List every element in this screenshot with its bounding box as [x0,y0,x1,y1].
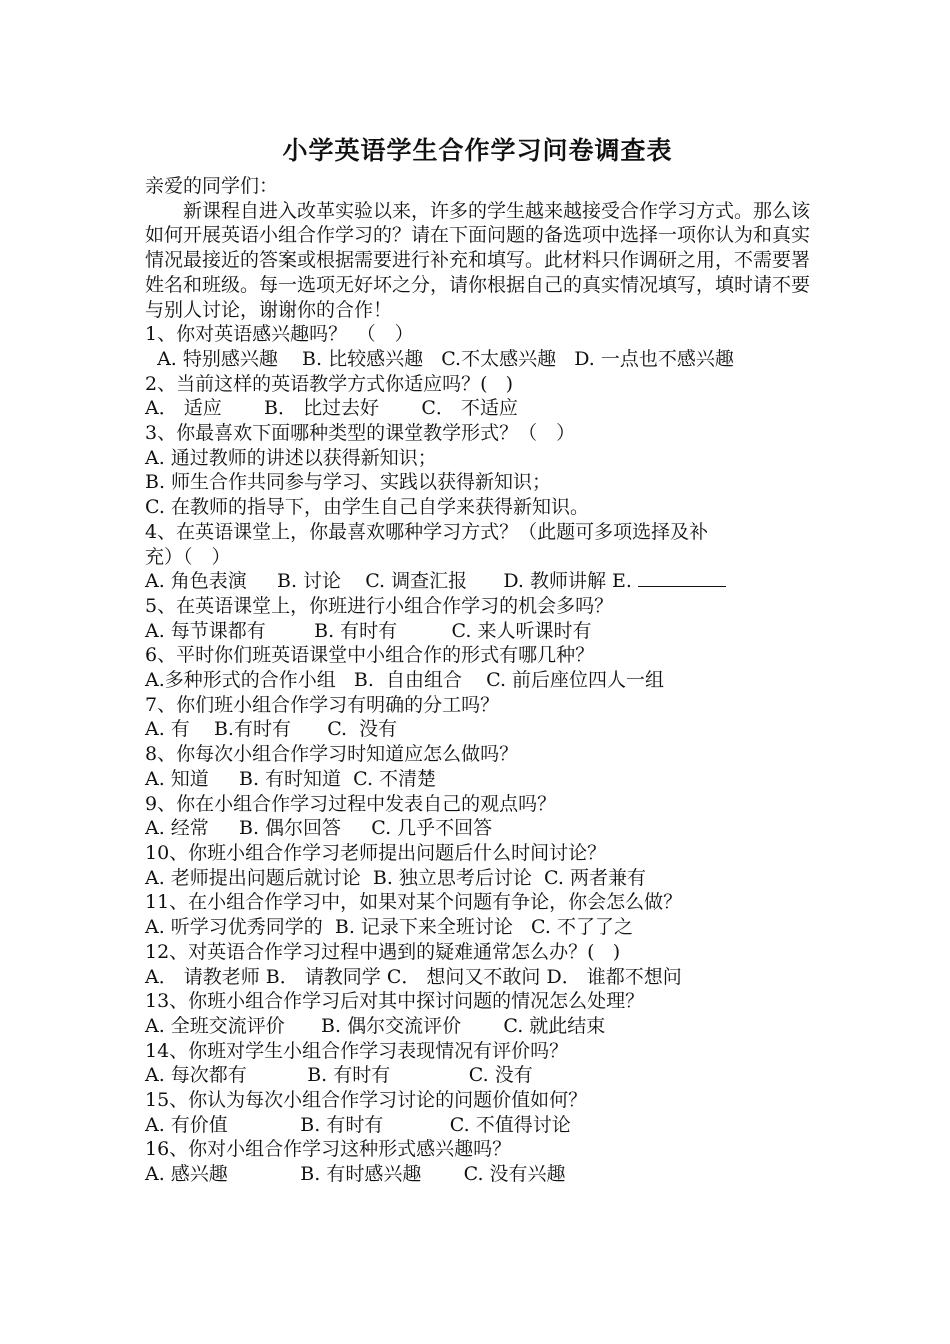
page-title: 小学英语学生合作学习问卷调查表 [282,136,673,165]
survey-line: A. 通过教师的讲述以获得新知识； [145,446,437,469]
survey-line: A. 有价值 B. 有时有 C. 不值得讨论 [145,1113,571,1136]
q4-options-text: A. 角色表演 B. 讨论 C. 调查汇报 D. 教师讲解 E. [145,570,638,593]
survey-line: 充）（ ） [145,545,231,568]
survey-line: 15、你认为每次小组合作学习讨论的问题价值如何？ [145,1089,588,1112]
survey-line: 9、你在小组合作学习过程中发表自己的观点吗？ [145,792,557,815]
greeting: 亲爱的同学们： [145,175,279,197]
survey-line: 12、对英语合作学习过程中遇到的疑难通常怎么办？( ) [145,940,621,963]
survey-line: A. 每次都有 B. 有时有 C. 没有 [145,1064,533,1087]
survey-line: 6、平时你们班英语课堂中小组合作的形式有哪几种？ [145,644,595,667]
survey-line: A． 适应 B． 比过去好 C． 不适应 [145,397,518,420]
survey-line: 2、当前这样的英语教学方式你适应吗？( ) [145,372,514,395]
survey-line: A. 特别感兴趣 B. 比较感兴趣 C.不太感兴趣 D. 一点也不感兴趣 [145,347,734,370]
answer-blank[interactable] [638,570,726,587]
survey-line: A. 老师提出问题后就讨论 B. 独立思考后讨论 C. 两者兼有 [145,866,646,889]
survey-line: A. 听学习优秀同学的 B. 记录下来全班讨论 C. 不了了之 [145,916,633,939]
survey-line: 3、你最喜欢下面哪种类型的课堂教学形式？（ ） [145,422,576,445]
survey-line: 16、你对小组合作学习这种形式感兴趣吗？ [145,1138,512,1161]
survey-line: A. 每节课都有 B. 有时有 C. 来人听课时有 [145,619,592,642]
intro-paragraph: 新课程自进入改革实验以来，许多的学生越来越接受合作学习方式。那么该如何开展英语小组合作学习的？请在下面问题的备选项中选择一项你认为和真实情况最接近的答案或根据需要进行补充和填写。此材料只作调研之用，不需要署姓名和班级。每一选项无好坏之分，请你根据自己的真实情况填写，填时请不要与别人讨论，谢谢你的合作！ [145,199,811,321]
survey-line: C. 在教师的指导下，由学生自己自学来获得新知识。 [145,496,589,519]
survey-line: 7、你们班小组合作学习有明确的分工吗？ [145,693,500,716]
survey-line: 11、在小组合作学习中，如果对某个问题有争论，你会怎么做？ [145,891,683,914]
survey-line: 5、在英语课堂上，你班进行小组合作学习的机会多吗？ [145,594,614,617]
survey-line: 1、你对英语感兴趣吗？ （ ） [145,323,414,346]
document-page [145,130,810,1187]
q4-options [145,569,810,594]
survey-line: A． 请教老师 B． 请教同学 C． 想问又不敢问 D． 谁都不想问 [145,965,682,988]
survey-line: 13、你班小组合作学习后对其中探讨问题的情况怎么处理？ [145,990,645,1013]
survey-line: A. 经常 B. 偶尔回答 C. 几乎不回答 [145,817,493,840]
survey-line: A. 有 B.有时有 C. 没有 [145,718,398,741]
question-list [145,322,810,1187]
survey-line: 4、在英语课堂上，你最喜欢哪种学习方式？（此题可多项选择及补 [145,520,709,543]
survey-line: B. 师生合作共同参与学习、实践以获得新知识； [145,471,552,494]
survey-line: A. 全班交流评价 B. 偶尔交流评价 C. 就此结束 [145,1014,606,1037]
survey-line: 14、你班对学生小组合作学习表现情况有评价吗？ [145,1039,569,1062]
survey-line: 8、你每次小组合作学习时知道应怎么做吗？ [145,743,519,766]
survey-line: A.多种形式的合作小组 B. 自由组合 C. 前后座位四人一组 [145,669,665,692]
survey-line: 10、你班小组合作学习老师提出问题后什么时间讨论？ [145,841,607,864]
survey-line: A. 感兴趣 B. 有时感兴趣 C. 没有兴趣 [145,1163,566,1186]
survey-line: A. 知道 B. 有时知道 C. 不清楚 [145,767,437,790]
